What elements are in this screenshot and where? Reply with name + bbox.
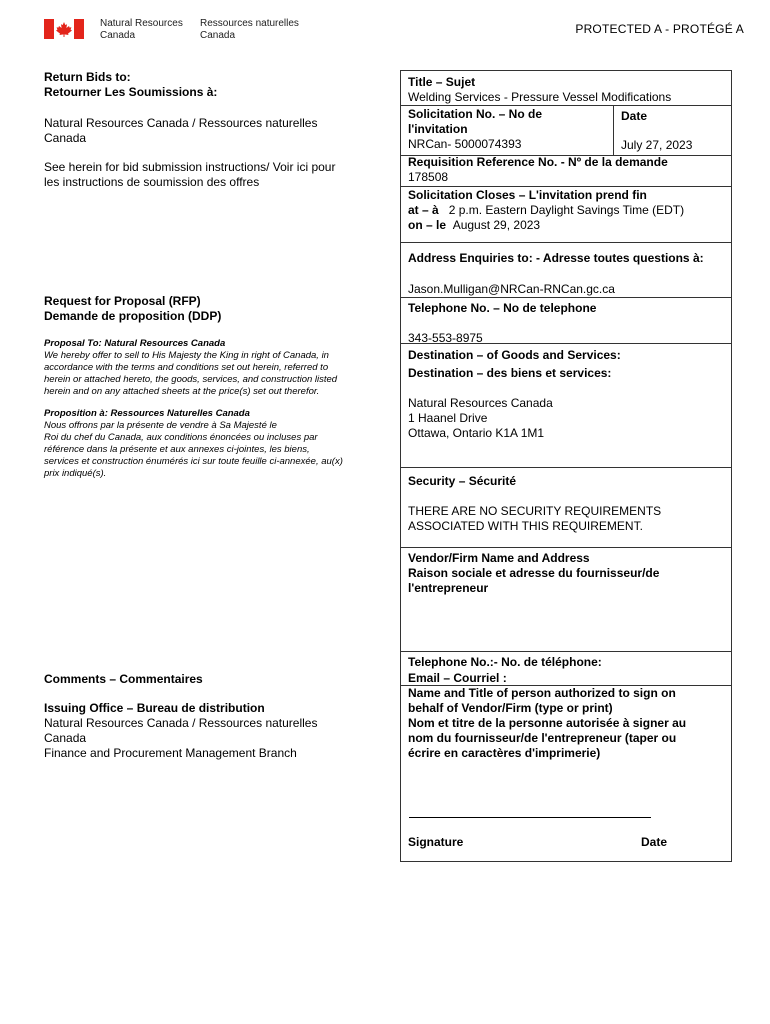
- date-label: Date: [621, 109, 648, 123]
- proposition-line: Roi du chef du Canada, aux conditions énoncées ou incluses par: [44, 432, 318, 443]
- vendor-line2: Raison sociale et adresse du fournisseur/de: [408, 566, 660, 580]
- divider: [401, 467, 731, 468]
- return-org-line1: Natural Resources Canada / Ressources naturelles: [44, 116, 318, 130]
- vendor-line3: l'entrepreneur: [408, 581, 489, 595]
- issuing-org-line2: Canada: [44, 731, 87, 745]
- requisition-cell: [408, 155, 668, 185]
- auth-line5: écrire en caractères d'imprimerie): [408, 746, 601, 760]
- proposition-heading: Proposition à: Ressources Naturelles Canada: [44, 408, 250, 419]
- divider: [401, 343, 731, 344]
- divider: [401, 547, 731, 548]
- auth-line1: Name and Title of person authorized to sign on: [408, 686, 676, 700]
- proposal-to-heading: Proposal To: Natural Resources Canada: [44, 338, 226, 349]
- telephone-label: Telephone No. – No de telephone: [408, 301, 597, 315]
- proposition-block: [44, 408, 374, 480]
- brand-fr-line2: Canada: [200, 30, 236, 41]
- vendor-label: [408, 551, 659, 596]
- issuing-org-line1: Natural Resources Canada / Ressources naturelles: [44, 716, 318, 730]
- return-bids-en: Return Bids to:: [44, 70, 131, 84]
- proposition-line: services et construction énumérés ici sur toute feuille ci-annexée, au(x): [44, 456, 343, 467]
- closes-at-text: 2 p.m. Eastern Daylight Savings Time (EDT): [448, 203, 685, 217]
- vendor-line1: Vendor/Firm Name and Address: [408, 551, 590, 565]
- brand-french: [200, 18, 299, 42]
- proposal-to-line: herein or attached hereto, the goods, services, and construction listed: [44, 374, 338, 385]
- destination-label-en: Destination – of Goods and Services:: [408, 348, 621, 362]
- destination-line3: Ottawa, Ontario K1A 1M1: [408, 426, 545, 440]
- brand-english: [100, 18, 183, 42]
- title-value: Welding Services - Pressure Vessel Modifications: [408, 90, 672, 104]
- rfp-fr: Demande de proposition (DDP): [44, 309, 222, 323]
- solicitation-label-line1: Solicitation No. – No de: [408, 107, 543, 121]
- submission-instructions: [44, 160, 374, 190]
- see-herein-line1: See herein for bid submission instructions/ Voir ici pour: [44, 160, 336, 174]
- vendor-phone-label: Telephone No.:- No. de téléphone:: [408, 655, 602, 669]
- signature-line: [409, 817, 651, 818]
- comments-label: Comments – Commentaires: [44, 672, 203, 686]
- requisition-label: Requisition Reference No. - Nº de la demande: [408, 155, 668, 169]
- vendor-email-label: Email – Courriel :: [408, 671, 507, 685]
- closes-on-value: August 29, 2023: [452, 218, 541, 232]
- government-logo: [44, 18, 304, 42]
- proposal-to-line: accordance with the terms and conditions set out herein, referred to: [44, 362, 329, 373]
- enquiries-label: Address Enquiries to: - Adresse toutes questions à:: [408, 251, 704, 265]
- telephone-value: 343-553-8975: [408, 331, 483, 345]
- return-address: [44, 116, 374, 146]
- solicitation-value: NRCan- 5000074393: [408, 137, 522, 151]
- canada-flag-icon: [44, 19, 84, 39]
- security-label: Security – Sécurité: [408, 474, 517, 488]
- closes-on-label: on – le: [408, 218, 447, 232]
- enquiries-email: Jason.Mulligan@NRCan-RNCan.gc.ca: [408, 282, 615, 296]
- rfp-heading: [44, 294, 374, 324]
- authorized-person-label: [408, 686, 686, 761]
- closes-at-label: at – à: [408, 203, 439, 217]
- divider: [613, 105, 614, 155]
- proposition-line: référence dans la présente et aux annexes ci-jointes, les biens,: [44, 444, 310, 455]
- return-bids-heading: [44, 70, 374, 100]
- destination-line1: Natural Resources Canada: [408, 396, 553, 410]
- signature-date-label: Date: [641, 835, 668, 849]
- issuing-office: [44, 701, 374, 761]
- rfp-en: Request for Proposal (RFP): [44, 294, 201, 308]
- closes-label: Solicitation Closes – L'invitation prend fin: [408, 188, 647, 202]
- protected-marking: PROTECTED A - PROTÉGÉ A: [575, 22, 744, 36]
- signature-label: Signature: [408, 835, 464, 849]
- date-value: July 27, 2023: [621, 138, 693, 152]
- see-herein-line2: les instructions de soumission des offres: [44, 175, 260, 189]
- divider: [401, 651, 731, 652]
- closing-cell: [408, 188, 684, 233]
- return-org-line2: Canada: [44, 131, 87, 145]
- divider: [401, 297, 731, 298]
- security-statement: [408, 504, 661, 534]
- divider: [401, 242, 731, 243]
- return-bids-fr: Retourner Les Soumissions à:: [44, 85, 218, 99]
- solicitation-cell: [408, 107, 542, 152]
- destination-label-fr: Destination – des biens et services:: [408, 366, 612, 380]
- destination-line2: 1 Haanel Drive: [408, 411, 488, 425]
- solicitation-label-line2: l'invitation: [408, 122, 468, 136]
- security-line1: THERE ARE NO SECURITY REQUIREMENTS: [408, 504, 662, 518]
- brand-en-line1: Natural Resources: [100, 18, 183, 29]
- proposal-to-line: We hereby offer to sell to His Majesty the King in right of Canada, in: [44, 350, 329, 361]
- issuing-office-label: Issuing Office – Bureau de distribution: [44, 701, 265, 715]
- auth-line2: behalf of Vendor/Firm (type or print): [408, 701, 613, 715]
- requisition-value: 178508: [408, 170, 449, 184]
- auth-line4: nom du fournisseur/de l'entrepreneur (taper ou: [408, 731, 677, 745]
- proposal-to-line: herein and on any attached sheets at the price(s) set out therefor.: [44, 386, 320, 397]
- proposition-line: Nous offrons par la présente de vendre à Sa Majesté le: [44, 420, 277, 431]
- divider: [401, 186, 731, 187]
- issuing-branch: Finance and Procurement Management Branch: [44, 746, 297, 760]
- title-label: Title – Sujet: [408, 75, 476, 89]
- title-cell: [408, 75, 671, 105]
- proposal-to-block: [44, 338, 374, 398]
- divider: [401, 105, 731, 106]
- destination-address: [408, 396, 553, 441]
- brand-fr-line1: Ressources naturelles: [200, 18, 299, 29]
- proposition-line: prix indiqué(s).: [44, 468, 107, 479]
- solicitation-form-box: [400, 70, 732, 862]
- closes-at-value: [449, 203, 684, 217]
- brand-en-line2: Canada: [100, 30, 136, 41]
- security-line2: ASSOCIATED WITH THIS REQUIREMENT.: [408, 519, 643, 533]
- auth-line3: Nom et titre de la personne autorisée à signer au: [408, 716, 687, 730]
